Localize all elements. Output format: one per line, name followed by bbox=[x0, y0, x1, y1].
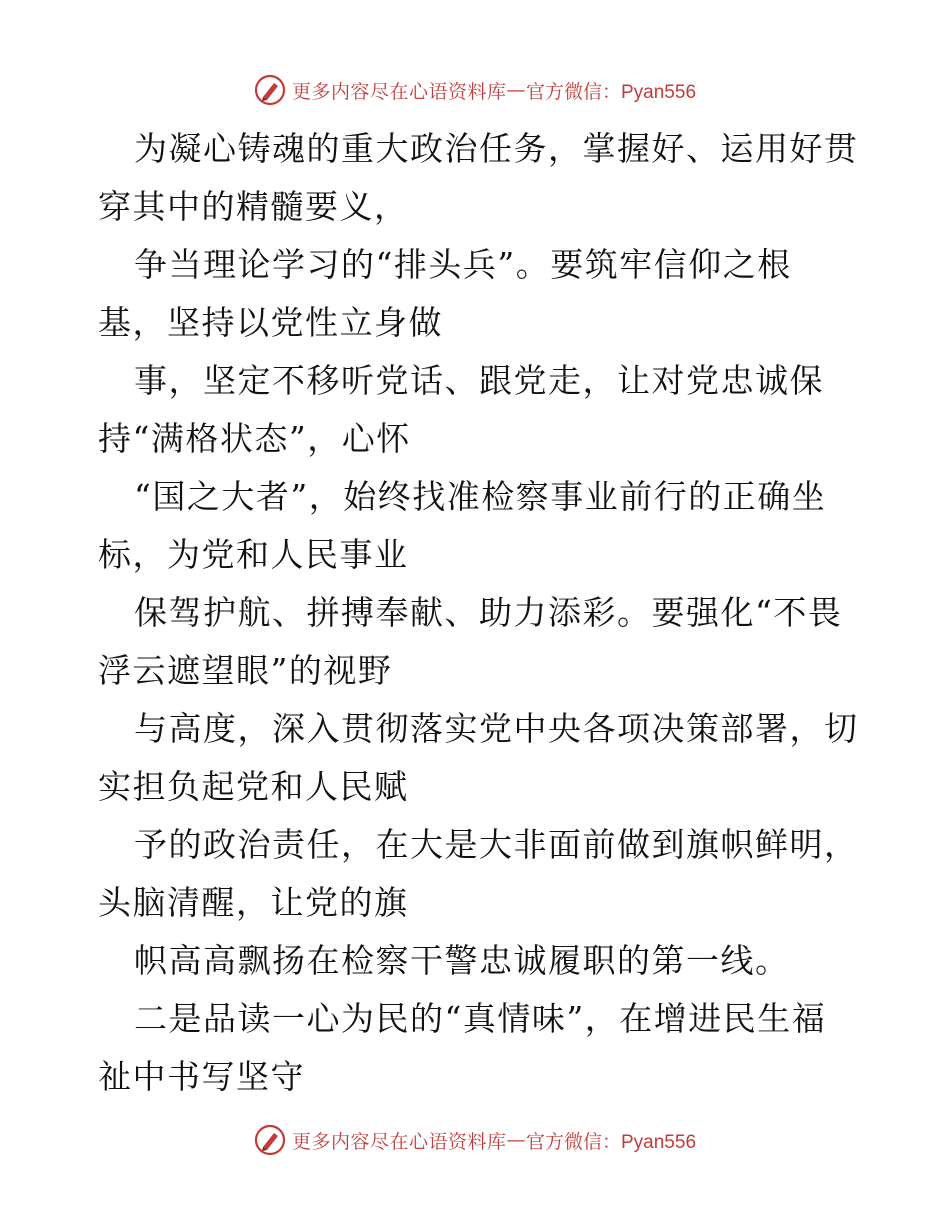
body-line: 实担负起党和人民赋 bbox=[98, 767, 409, 806]
header-banner-text: 更多内容尽在心语资料库 bbox=[291, 80, 507, 103]
body-line: 二是品读一心为民的“真情味”，在增进民生福 bbox=[134, 999, 827, 1038]
body-line: 帜高高飘扬在检察干警忠诚履职的第一线。 bbox=[134, 941, 790, 980]
body-line: 为凝心铸魂的重大政治任务，掌握好、运用好贯 bbox=[134, 129, 859, 168]
body-line: 头脑清醒，让党的旗 bbox=[98, 883, 409, 922]
body-line: 基，坚持以党性立身做 bbox=[98, 303, 443, 342]
footer-banner-dash: — bbox=[506, 1129, 526, 1151]
pen-logo-icon bbox=[254, 1124, 286, 1156]
footer-banner bbox=[0, 1120, 950, 1160]
body-line: 事，坚定不移听党话、跟党走，让对党忠诚保 bbox=[134, 361, 824, 400]
body-line: 予的政治责任，在大是大非面前做到旗帜鲜明， bbox=[134, 825, 859, 864]
body-line: 浮云遮望眼”的视野 bbox=[98, 651, 393, 690]
header-banner-dash: — bbox=[506, 79, 526, 101]
body-line: 祉中书写坚守 bbox=[98, 1057, 305, 1096]
pen-logo-icon bbox=[254, 74, 286, 106]
body-line: 保驾护航、拼搏奉献、助力添彩。要强化“不畏 bbox=[134, 593, 843, 632]
header-banner bbox=[0, 70, 950, 110]
body-line: 穿其中的精髓要义， bbox=[98, 187, 409, 226]
header-banner-contact: 官方微信：Pyan556 bbox=[526, 81, 697, 103]
body-line: 持“满格状态”，心怀 bbox=[98, 419, 411, 458]
body-line: 标，为党和人民事业 bbox=[98, 535, 409, 574]
footer-banner-text: 更多内容尽在心语资料库 bbox=[291, 1130, 507, 1153]
footer-banner-contact: 官方微信：Pyan556 bbox=[526, 1131, 697, 1153]
body-line: 争当理论学习的“排头兵”。要筑牢信仰之根 bbox=[134, 245, 792, 284]
body-line: 与高度，深入贯彻落实党中央各项决策部署，切 bbox=[134, 709, 859, 748]
body-line: “国之大者”，始终找准检察事业前行的正确坐 bbox=[134, 477, 827, 516]
